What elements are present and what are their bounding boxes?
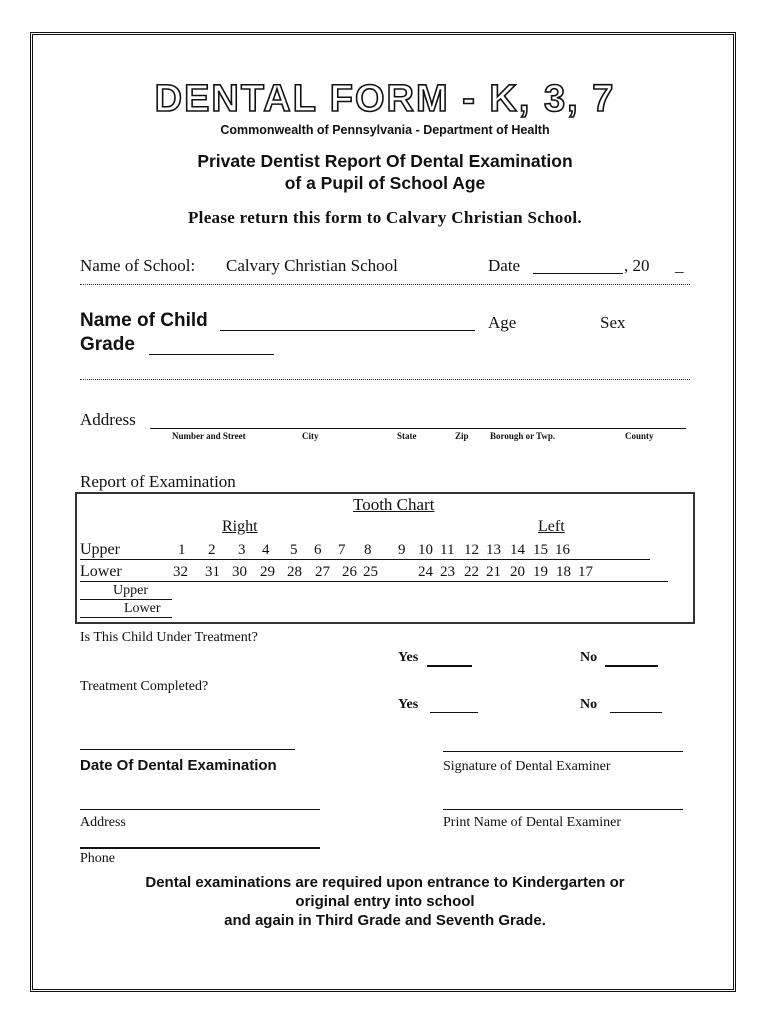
examiner-signature-label: Signature of Dental Examiner	[443, 759, 611, 774]
address-field[interactable]	[150, 413, 686, 429]
completed-no-label: No	[580, 697, 598, 712]
upper-sub-line[interactable]	[80, 584, 172, 600]
upper-label: Upper	[80, 541, 120, 558]
lower-tooth-17[interactable]: 17	[578, 564, 593, 580]
upper-tooth-16[interactable]: 16	[555, 542, 570, 558]
subtitle-line-1: Private Dentist Report Of Dental Examination	[197, 151, 573, 171]
lower-tooth-22[interactable]: 22	[464, 564, 479, 580]
completed-yes-label: Yes	[398, 697, 419, 712]
lower-tooth-28[interactable]: 28	[287, 564, 302, 580]
subtitle-line-2: of a Pupil of School Age	[284, 173, 486, 193]
lower-sub-label: Lower	[124, 601, 161, 616]
upper-tooth-9[interactable]: 9	[398, 542, 406, 558]
under-treatment-question: Is This Child Under Treatment?	[80, 630, 258, 645]
upper-tooth-7[interactable]: 7	[338, 542, 346, 558]
lower-label: Lower	[80, 563, 122, 580]
child-name-label: Name of Child	[80, 310, 208, 331]
upper-tooth-8[interactable]: 8	[364, 542, 372, 558]
address-sub-city: City	[302, 431, 319, 441]
lower-tooth-21[interactable]: 21	[486, 564, 501, 580]
divider-2	[80, 379, 690, 380]
sex-label: Sex	[600, 313, 626, 332]
exam-date-field[interactable]	[80, 735, 295, 750]
examiner-phone-field[interactable]	[80, 833, 320, 849]
form-subtitle	[0, 150, 770, 194]
address-sub-county: County	[625, 431, 654, 441]
lower-tooth-31[interactable]: 31	[205, 564, 220, 580]
lower-tooth-24[interactable]: 24	[418, 564, 433, 580]
upper-tooth-10[interactable]: 10	[418, 542, 433, 558]
report-label: Report of Examination	[80, 472, 236, 491]
upper-sub-label: Upper	[113, 583, 148, 598]
lower-tooth-30[interactable]: 30	[232, 564, 247, 580]
under-treatment-no-label: No	[580, 650, 598, 665]
address-sub-state: State	[397, 431, 417, 441]
lower-tooth-27[interactable]: 27	[315, 564, 330, 580]
return-notice: Please return this form to Calvary Christian School.	[188, 208, 582, 227]
lower-tooth-18[interactable]: 18	[556, 564, 571, 580]
child-name-field[interactable]	[220, 313, 475, 331]
treatment-completed-question: Treatment Completed?	[80, 679, 209, 694]
completed-no-field[interactable]	[610, 699, 662, 713]
grade-label: Grade	[80, 334, 135, 355]
footer-line-1: Dental examinations are required upon entrance to Kindergarten or	[145, 874, 625, 891]
completed-yes-field[interactable]	[430, 699, 478, 713]
date-suffix: , 20	[624, 256, 650, 275]
lower-tooth-20[interactable]: 20	[510, 564, 525, 580]
upper-tooth-2[interactable]: 2	[208, 542, 216, 558]
examiner-address-field[interactable]	[80, 795, 320, 810]
upper-tooth-6[interactable]: 6	[314, 542, 322, 558]
lower-tooth-29[interactable]: 29	[260, 564, 275, 580]
upper-tooth-11[interactable]: 11	[440, 542, 455, 558]
examiner-print-name-field[interactable]	[443, 795, 683, 810]
form-title: DENTAL FORM - K, 3, 7	[154, 78, 616, 120]
upper-tooth-13[interactable]: 13	[486, 542, 501, 558]
under-treatment-no-field[interactable]	[605, 652, 658, 667]
agency-line: Commonwealth of Pennsylvania - Department of Health	[220, 123, 550, 137]
lower-tooth-19[interactable]: 19	[533, 564, 548, 580]
upper-tooth-3[interactable]: 3	[238, 542, 246, 558]
right-side-label: Right	[222, 518, 258, 535]
upper-tooth-4[interactable]: 4	[262, 542, 270, 558]
grade-field[interactable]	[149, 338, 274, 355]
date-year-tail: _	[675, 256, 684, 275]
lower-sub-line[interactable]	[80, 602, 172, 618]
footer-note	[0, 873, 770, 930]
examiner-phone-label: Phone	[80, 851, 115, 866]
tooth-chart-title: Tooth Chart	[353, 495, 435, 514]
upper-tooth-1[interactable]: 1	[178, 542, 186, 558]
address-label: Address	[80, 410, 136, 429]
examiner-address-label: Address	[80, 815, 126, 830]
lower-tooth-32[interactable]: 32	[173, 564, 188, 580]
footer-line-2: original entry into school	[295, 893, 475, 910]
examiner-print-name-label: Print Name of Dental Examiner	[443, 815, 622, 830]
upper-tooth-15[interactable]: 15	[533, 542, 548, 558]
school-label: Name of School:	[80, 256, 196, 275]
left-side-label: Left	[538, 518, 565, 535]
divider-1	[80, 284, 690, 285]
date-field[interactable]	[533, 259, 623, 274]
upper-tooth-14[interactable]: 14	[510, 542, 525, 558]
lower-tooth-23[interactable]: 23	[440, 564, 455, 580]
address-sub-street: Number and Street	[172, 431, 246, 441]
under-treatment-yes-label: Yes	[398, 650, 419, 665]
lower-tooth-25[interactable]: 25	[363, 564, 378, 580]
address-sub-zip: Zip	[455, 431, 469, 441]
upper-tooth-12[interactable]: 12	[464, 542, 479, 558]
date-label: Date	[488, 256, 521, 275]
lower-tooth-26[interactable]: 26	[342, 564, 357, 580]
under-treatment-yes-field[interactable]	[427, 652, 472, 667]
examiner-signature-field[interactable]	[443, 737, 683, 752]
exam-date-label: Date Of Dental Examination	[80, 757, 277, 774]
upper-tooth-5[interactable]: 5	[290, 542, 298, 558]
school-value: Calvary Christian School	[226, 256, 398, 275]
age-label: Age	[488, 313, 517, 332]
address-sub-borough: Borough or Twp.	[490, 431, 556, 441]
footer-line-3: and again in Third Grade and Seventh Grade.	[224, 912, 546, 929]
